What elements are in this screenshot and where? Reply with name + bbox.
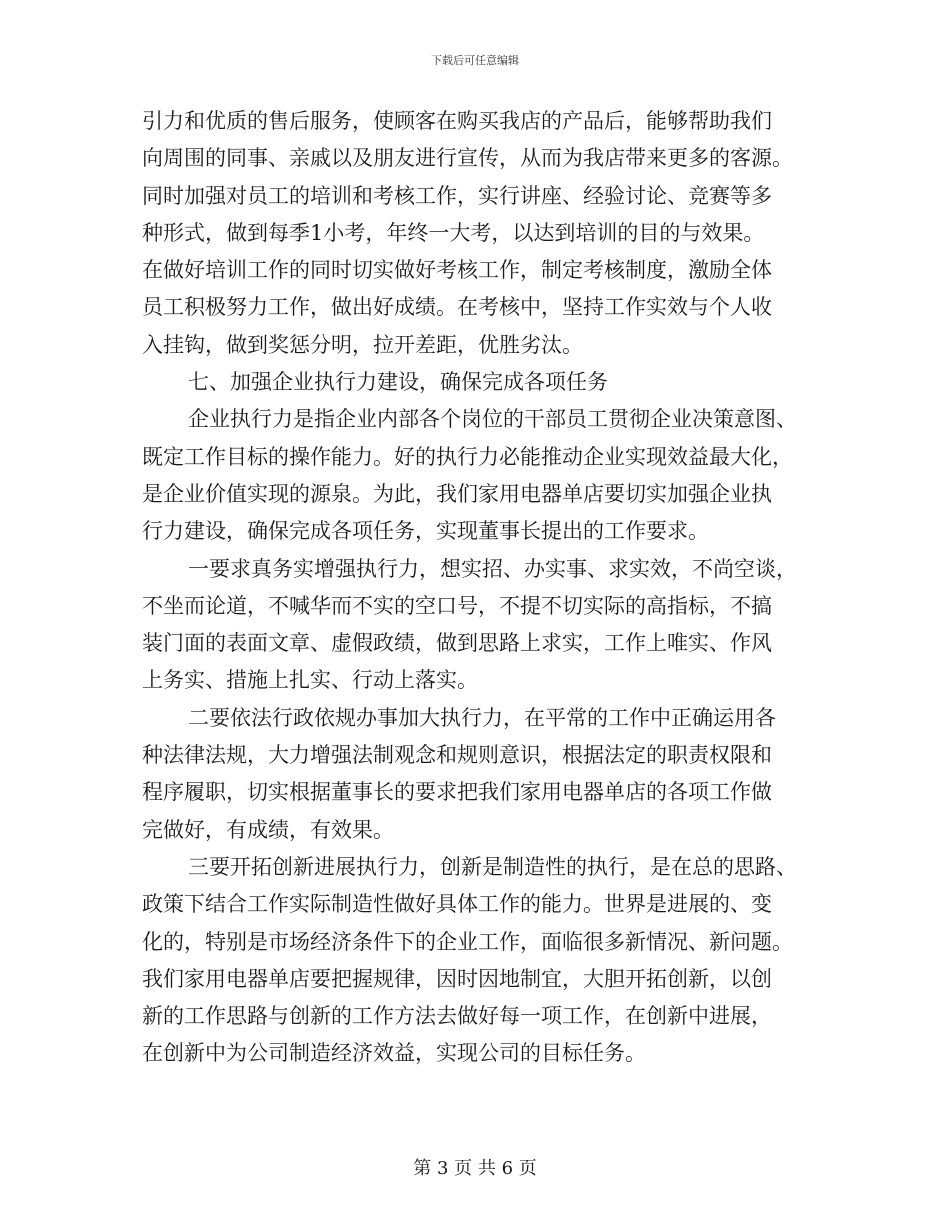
body-line: 装门面的表面文章、虚假政绩，做到思路上求实，工作上唯实、作风 xyxy=(142,631,772,656)
body-line: 员工积极努力工作，做出好成绩。在考核中，坚持工作实效与个人收 xyxy=(142,295,772,320)
body-line: 在创新中为公司制造经济效益，实现公司的目标任务。 xyxy=(142,1041,646,1066)
body-line: 新的工作思路与创新的工作方法去做好每一项工作，在创新中进展， xyxy=(142,1004,772,1029)
body-line: 程序履职，切实根据董事长的要求把我们家用电器单店的各项工作做 xyxy=(142,780,772,805)
body-line: 种形式，做到每季1小考，年终一大考，以达到培训的目的与效果。 xyxy=(142,220,765,245)
body-line: 完做好，有成绩，有效果。 xyxy=(142,817,394,842)
body-line: 入挂钩，做到奖惩分明，拉开差距，优胜劣汰。 xyxy=(142,332,583,357)
body-line: 化的，特别是市场经济条件下的企业工作，面临很多新情况、新问题。 xyxy=(142,929,793,954)
body-line: 在做好培训工作的同时切实做好考核工作，制定考核制度，激励全体 xyxy=(142,258,772,283)
body-line: 不坐而论道，不喊华而不实的空口号，不提不切实际的高指标，不搞 xyxy=(142,593,772,618)
body-line: 种法律法规，大力增强法制观念和规则意识，根据法定的职责权限和 xyxy=(142,743,772,768)
body-line: 引力和优质的售后服务，使顾客在购买我店的产品后，能够帮助我们 xyxy=(142,109,772,133)
page-header: 下载后可任意编辑 xyxy=(431,54,519,67)
body-line: 一要求真务实增强执行力，想实招、办实事、求实效，不尚空谈， xyxy=(188,556,797,581)
body-line: 上务实、措施上扎实、行动上落实。 xyxy=(142,668,478,693)
body-line: 既定工作目标的操作能力。好的执行力必能推动企业实现效益最大化， xyxy=(142,444,793,469)
body-line: 同时加强对员工的培训和考核工作，实行讲座、经验讨论、竞赛等多 xyxy=(142,183,772,208)
body-line: 政策下结合工作实际制造性做好具体工作的能力。世界是进展的、变 xyxy=(142,892,772,917)
body-line: 企业执行力是指企业内部各个岗位的干部员工贯彻企业决策意图、 xyxy=(188,407,797,432)
body-line: 行力建设，确保完成各项任务，实现董事长提出的工作要求。 xyxy=(142,519,709,544)
document-body xyxy=(142,103,817,1073)
page-number-footer: 第 3 页 共 6 页 xyxy=(413,1158,537,1179)
body-line: 二要依法行政依规办事加大执行力，在平常的工作中正确运用各 xyxy=(188,705,776,730)
body-line: 向周围的同事、亲戚以及朋友进行宣传，从而为我店带来更多的客源。 xyxy=(142,146,793,171)
body-line: 是企业价值实现的源泉。为此，我们家用电器单店要切实加强企业执 xyxy=(142,481,772,506)
body-line: 我们家用电器单店要把握规律，因时因地制宜，大胆开拓创新，以创 xyxy=(142,966,772,991)
body-line: 三要开拓创新进展执行力，创新是制造性的执行，是在总的思路、 xyxy=(188,854,797,879)
section-heading: 七、加强企业执行力建设，确保完成各项任务 xyxy=(188,370,608,395)
